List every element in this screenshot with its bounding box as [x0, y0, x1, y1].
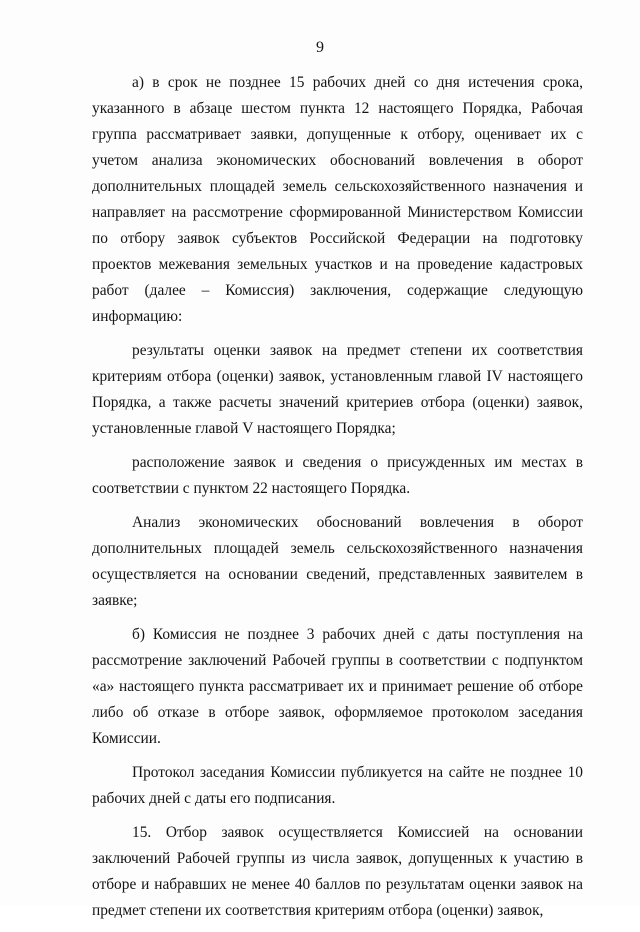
paragraph-15: 15. Отбор заявок осуществляется Комиссией на основании заключений Рабочей группы из числа заявок, допущенных к участию в отборе и набравших не менее 40 баллов по результатам оценки заявок на предмет степени их соответствия критериям отбора (оценки) заявок,: [92, 824, 583, 919]
paragraph-economic-analysis: Анализ экономических обоснований вовлечения в оборот дополнительных площадей земель сельскохозяйственного назначения осуществляется на основании сведений, представленных заявителем в заявке;: [92, 514, 583, 609]
paragraph-b: б) Комиссия не позднее 3 рабочих дней с даты поступления на рассмотрение заключений Рабочей группы в соответствии с подпунктом «а» настоящего пункта рассматривает их и принимает решение об отборе либо об отказе в отборе заявок, оформляемое протоколом заседания Комиссии.: [92, 626, 583, 747]
paragraph-evaluation-results: результаты оценки заявок на предмет степени их соответствия критериям отбора (оценки) заявок, установленным главой IV настоящего Порядка, а также расчеты значений критериев отбора (оценки) заявок, установленные главой V настоящего Порядка;: [92, 342, 583, 437]
paragraph-ranking: расположение заявок и сведения о присужденных им местах в соответствии с пунктом 22 настоящего Порядка.: [92, 454, 583, 497]
paragraph-a: а) в срок не позднее 15 рабочих дней со дня истечения срока, указанного в абзаце шестом пункта 12 настоящего Порядка, Рабочая группа рассматривает заявки, допущенные к отбору, оценивает их с учетом анализа экономических обоснований вовлечения в оборот дополнительных площадей земель сельскохозяйственного назначения и направляет на рассмотрение сформированной Министерством Комиссии по отбору заявок субъектов Российской Федерации на подготовку проектов межевания земельных участков и на проведение кадастровых работ (далее – Комиссия) заключения, содержащие следующую информацию:: [92, 74, 583, 325]
page-number: 9: [316, 39, 324, 56]
paragraph-protocol: Протокол заседания Комиссии публикуется на сайте не позднее 10 рабочих дней с даты его подписания.: [92, 764, 583, 807]
document-body: [92, 70, 583, 932]
